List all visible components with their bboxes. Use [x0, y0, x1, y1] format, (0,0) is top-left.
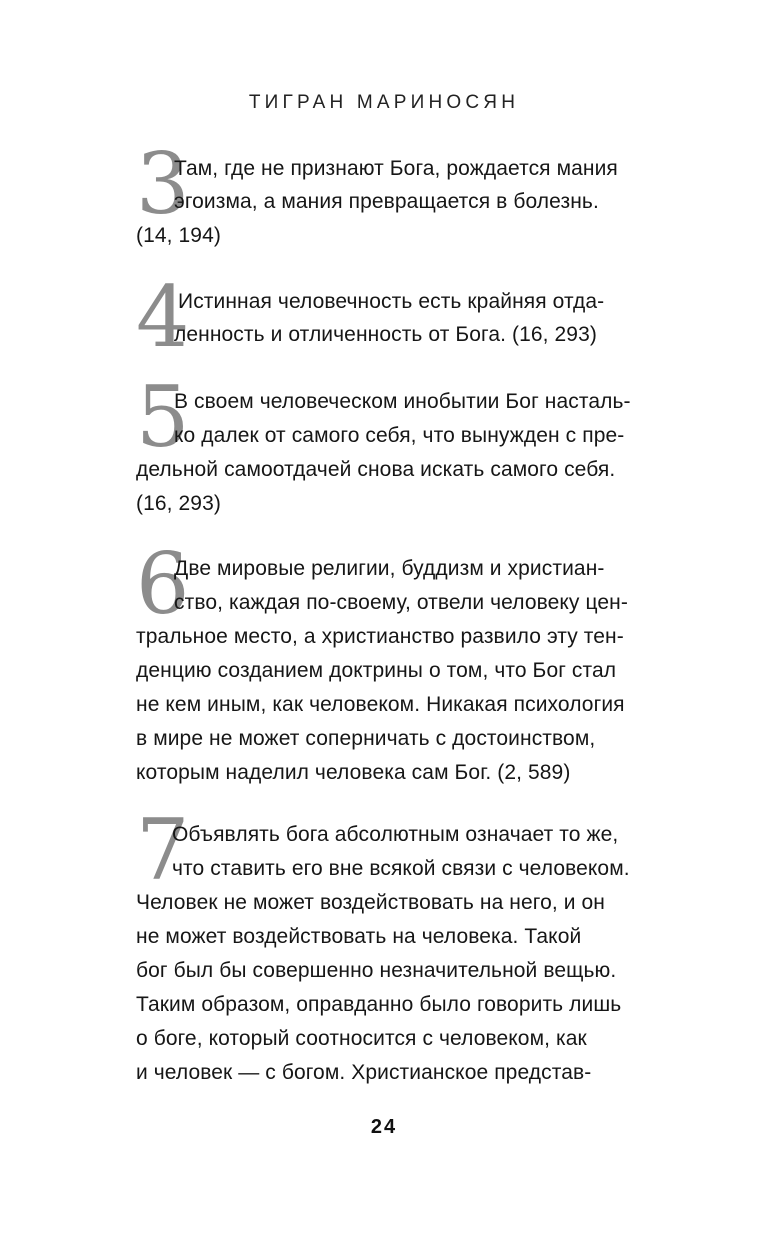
page-number: 24 — [370, 1116, 398, 1138]
entry-number: 6 — [136, 535, 190, 633]
running-header-author: ТИГРАН МАРИНОСЯН — [248, 92, 520, 113]
entry-line: что ставить его вне всякой связи с человеком. — [172, 857, 630, 880]
entry-line: эгоизма, а мания превращается в болезнь. — [174, 190, 599, 213]
entry-line: Истинная человечность есть крайняя отда- — [178, 290, 605, 313]
entry-line: Две мировые религии, буддизм и христиан- — [174, 557, 605, 580]
entry-number: 7 — [136, 801, 190, 899]
entry-line: В своем человеческом инобытии Бог насталь- — [174, 390, 631, 413]
entry-line: которым наделил человека сам Бог. (2, 589) — [136, 761, 571, 784]
entry-number: 4 — [136, 268, 190, 366]
entry-line: не кем иным, как человеком. Никакая психология — [136, 693, 625, 716]
entry-line: ство, каждая по-своему, отвели человеку цен- — [174, 591, 628, 614]
entry-line: Человек не может воздействовать на него, и он — [136, 891, 605, 914]
entry-line: денцию созданием доктрины о том, что Бог стал — [136, 659, 617, 682]
entry-line: (14, 194) — [136, 224, 221, 247]
entry-line: ко далек от самого себя, что вынужден с пре- — [174, 424, 625, 447]
entry-line: Объявлять бога абсолютным означает то же, — [172, 823, 619, 846]
entry-line: о боге, который соотносится с человеком, как — [136, 1027, 587, 1050]
entry-line: дельной самоотдачей снова искать самого себя. — [136, 458, 616, 481]
entry-number: 5 — [136, 368, 190, 466]
entry-line: ленность и отличенность от Бога. (16, 293) — [174, 323, 597, 346]
entry-line: не может воздействовать на человека. Такой — [136, 925, 582, 948]
entry-line: (16, 293) — [136, 492, 221, 515]
entry-number: 3 — [136, 135, 190, 233]
entry-line: и человек — с богом. Христианское представ- — [136, 1061, 592, 1084]
entry-line: Таким образом, оправданно было говорить лишь — [136, 993, 622, 1016]
entry-line: тральное место, а христианство развило эту тен- — [136, 625, 624, 648]
entry-line: Там, где не признают Бога, рождается мания — [174, 157, 618, 180]
entry-line: бог был бы совершенно незначительной вещью. — [136, 959, 617, 982]
entry-line: в мире не может соперничать с достоинством, — [136, 727, 596, 750]
